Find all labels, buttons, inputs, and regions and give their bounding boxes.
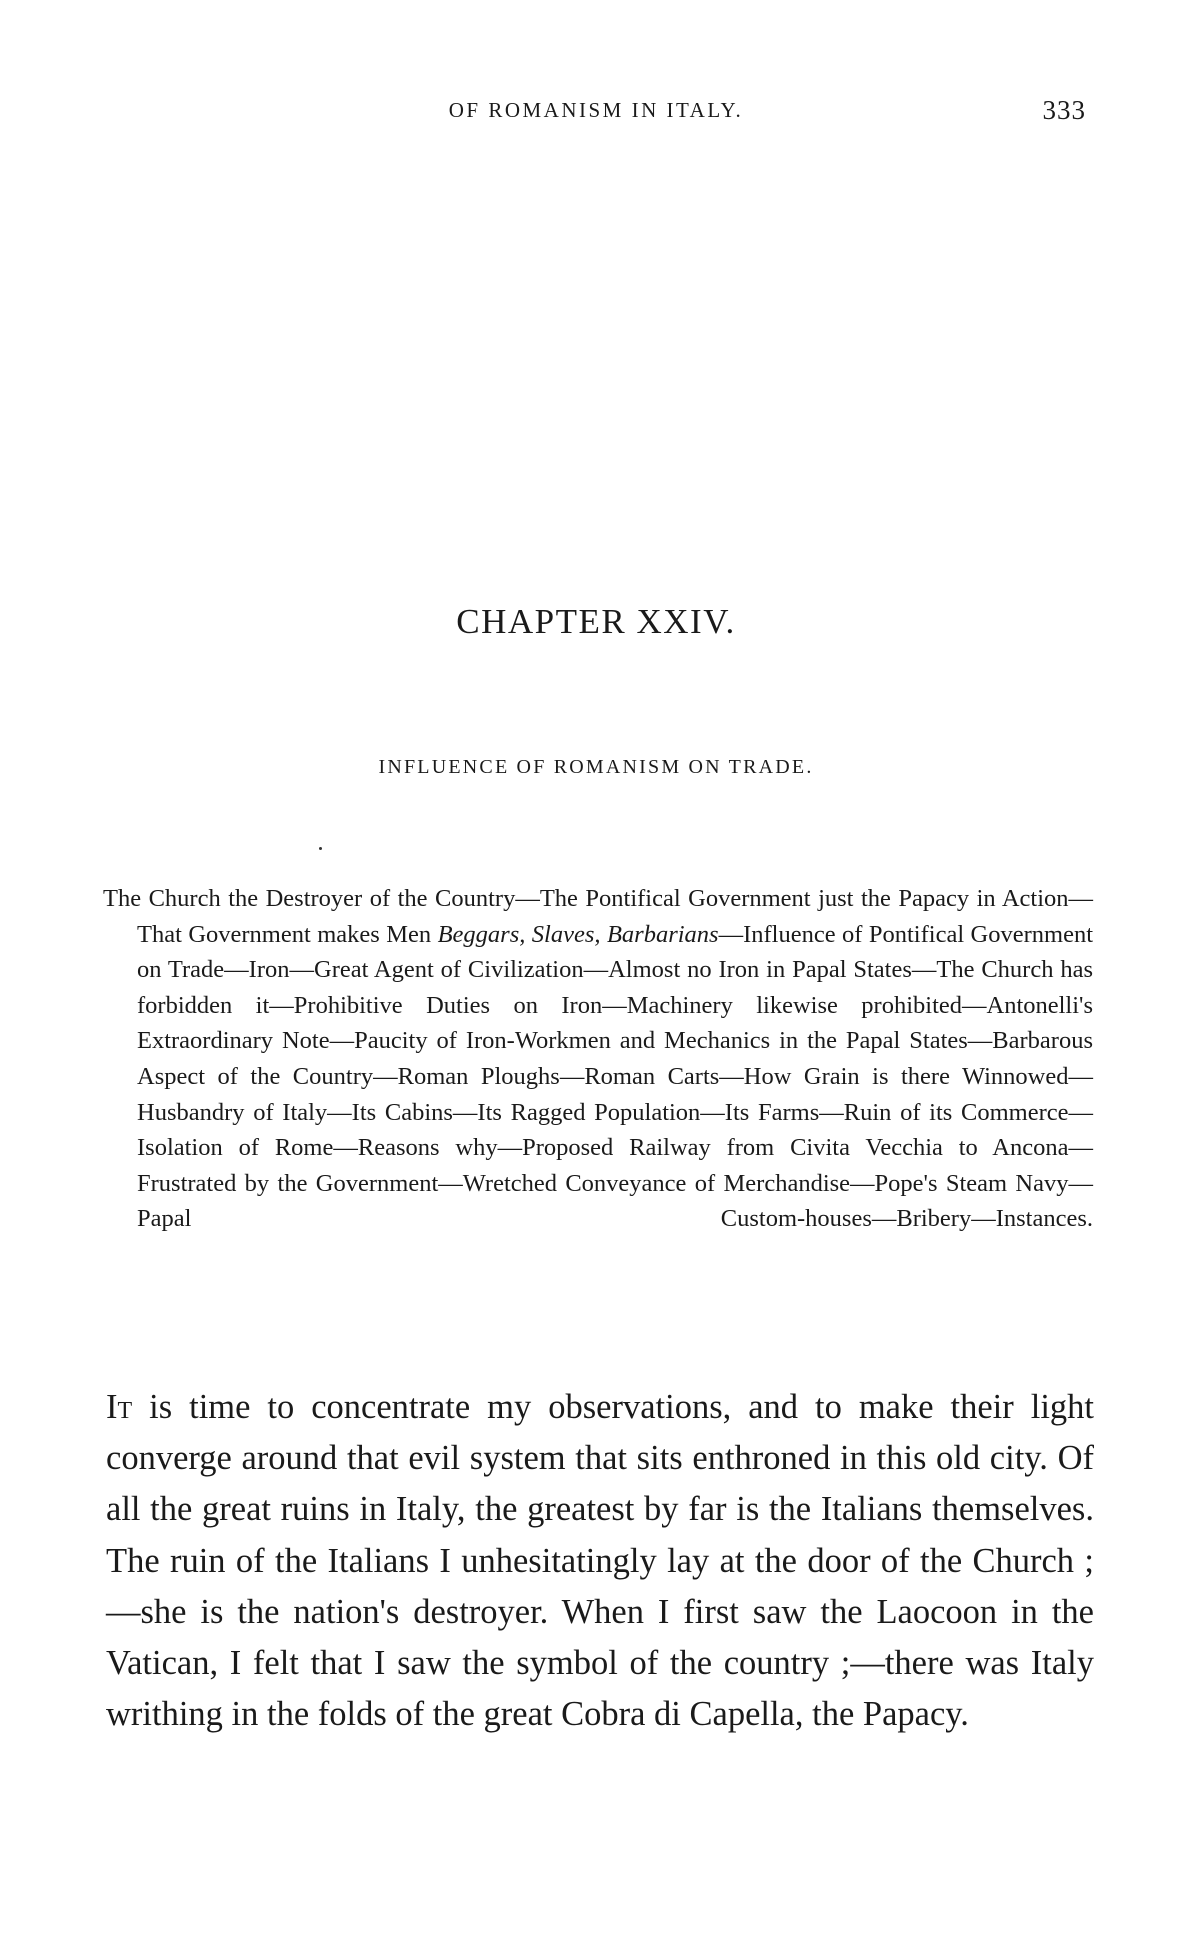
body-paragraph	[106, 1382, 1094, 1740]
chapter-subtitle: INFLUENCE OF ROMANISM ON TRADE.	[378, 756, 814, 778]
synopsis-italic-phrase: Beggars, Slaves, Barbarians	[437, 920, 719, 948]
running-head	[106, 95, 1086, 132]
synopsis-text-end: —Influence of Pontifical Government on Trade—Iron—Great Agent of Civilization—Almost no Iron in Papal States—The Church has forbidden it—Prohibitive Duties on Iron—Machinery likewise prohibited—Antonelli's Extraordinary Note—Paucity of Iron-Workmen and Mechanics in the Papal States—Barbarous Aspect of the Country—Roman Ploughs—Roman Carts—How Grain is there Winnowed—Husbandry of Italy—Its Cabins—Its Ragged Population—Its Farms—Ruin of its Commerce—Isolation of Rome—Reasons why—Proposed Railway from Civita Vecchia to Ancona—Frustrated by the Government—Wretched Conveyance of Merchandise—Pope's Steam Navy—Papal Custom-houses—Bribery—Instances.	[137, 920, 1094, 1233]
synopsis-text-start: The Church the Destroyer of the Country—The Pontifical Government just the Papacy in Action—That Government makes Men	[103, 885, 1093, 948]
synopsis-paragraph	[103, 881, 1093, 1237]
body-text	[106, 1382, 1094, 1740]
body-paragraph-text: is time to concentrate my observations, and to make their light converge around that evil system that sits enthroned in this old city. Of all the great ruins in Italy, the greatest by far is the Italians themselves. The ruin of the Italians I unhesitatingly lay at the door of the Church ;—she is the nation's destroyer. When I first saw the Laocoon in the Vatican, I felt that I saw the symbol of the country ;—there was Italy writhing in the folds of the great Cobra di Capella, the Papacy.	[106, 1388, 1094, 1734]
running-title: OF ROMANISM IN ITALY.	[448, 98, 744, 122]
print-speck	[319, 847, 322, 850]
chapter-title: CHAPTER XXIV.	[456, 602, 736, 641]
body-lead-word: It	[106, 1388, 133, 1426]
chapter-synopsis	[103, 881, 1093, 1237]
page-number: 333	[1042, 95, 1086, 125]
